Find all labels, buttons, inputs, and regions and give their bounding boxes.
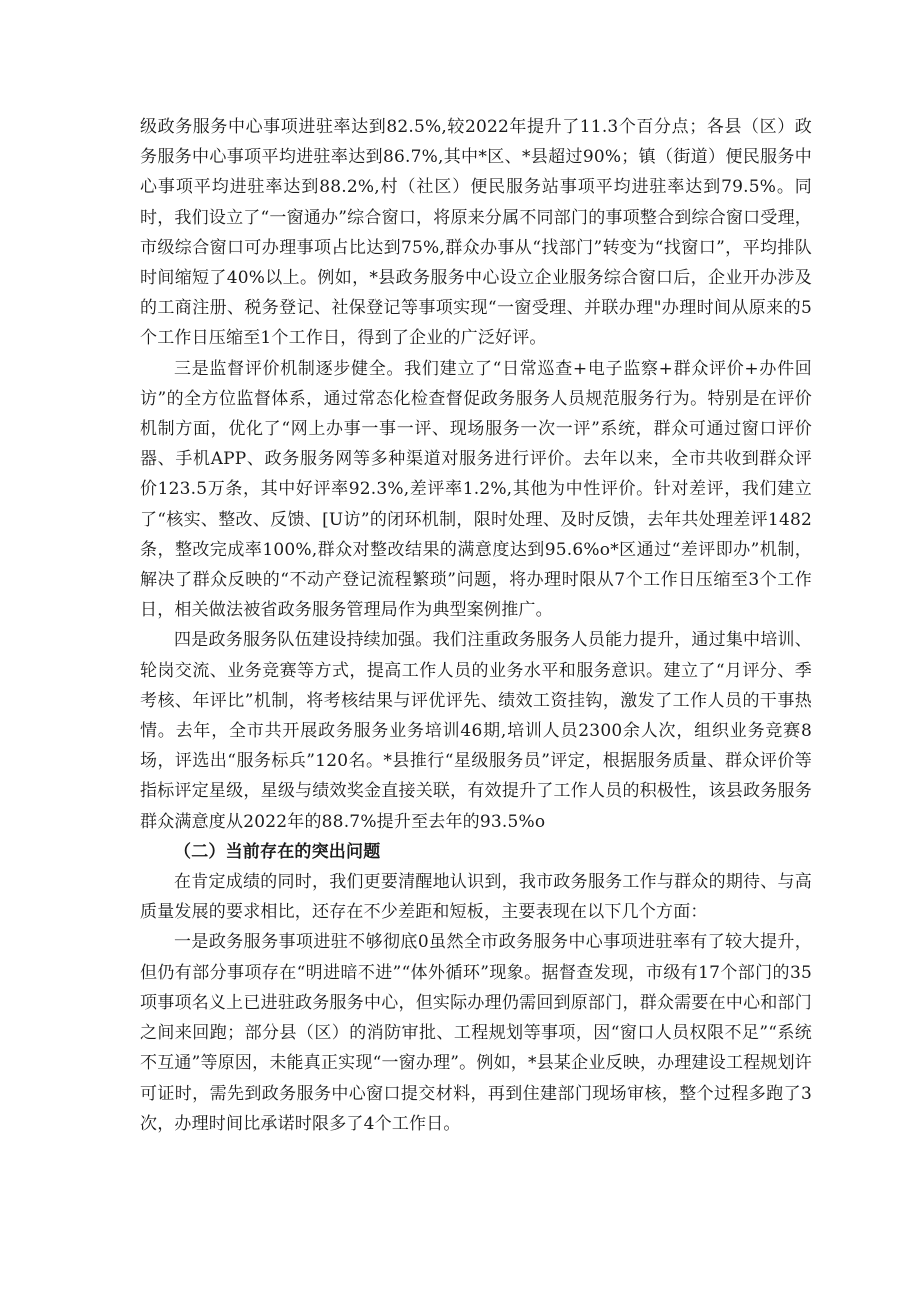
document-body [140,112,812,1139]
paragraph-continuation: 级政务服务中心事项进驻率达到82.5%,较2022年提升了11.3个百分点；各县（区）政务服务中心事项平均进驻率达到86.7%,其中*区、*县超过90%；镇（街道）便民服务中心事项平均进驻率达到88.2%,村（社区）便民服务站事项平均进驻率达到79.5%。同时，我们设立了“一窗通办”综合窗口，将原来分属不同部门的事项整合到综合窗口受理，市级综合窗口可办理事项占比达到75%,群众办事从“找部门”转变为“找窗口”，平均排队时间缩短了40%以上。例如，*县政务服务中心设立企业服务综合窗口后，企业开办涉及的工商注册、税务登记、社保登记等事项实现“一窗受理、并联办理"办理时间从原来的5个工作日压缩至1个工作日，得到了企业的广泛好评。 [140,117,812,349]
section-heading: （二）当前存在的突出问题 [174,841,381,862]
paragraph-supervision: 三是监督评价机制逐步健全。我们建立了“日常巡查+电子监察+群众评价+办件回访”的全方位监督体系，通过常态化检查督促政务服务人员规范服务行为。特别是在评价机制方面，优化了“网上办事一事一评、现场服务一次一评”系统，群众可通过窗口评价器、手机APP、政务服务网等多种渠道对服务进行评价。去年以来，全市共收到群众评价123.5万条，其中好评率92.3%,差评率1.2%,其他为中性评价。针对差评，我们建立了“核实、整改、反馈、[U访”的闭环机制，限时处理、及时反馈，去年共处理差评1482条，整改完成率100%,群众对整改结果的满意度达到95.6%o*区通过“差评即办”机制，解决了群众反映的“不动产登记流程繁琐”问题，将办理时限从7个工作日压缩至3个工作日，相关做法被省政务服务管理局作为典型案例推广。 [140,358,812,621]
paragraph-intro-problems: 在肯定成绩的同时，我们更要清醒地认识到，我市政务服务工作与群众的期待、与高质量发展的要求相比，还存在不少差距和短板，主要表现在以下几个方面： [140,872,812,923]
paragraph-problem-one: 一是政务服务事项进驻不够彻底0虽然全市政务服务中心事项进驻率有了较大提升，但仍有部分事项存在“明进暗不进”“体外循环”现象。据督查发现，市级有17个部门的35项事项名义上已进驻政务服务中心，但实际办理仍需回到原部门，群众需要在中心和部门之间来回跑；部分县（区）的消防审批、工程规划等事项，因“窗口人员权限不足”“系统不互通”等原因，未能真正实现“一窗办理”。例如，*县某企业反映，办理建设工程规划许可证时，需先到政务服务中心窗口提交材料，再到住建部门现场审核，整个过程多跑了3次，办理时间比承诺时限多了4个工作日。 [140,932,812,1134]
paragraph-staff: 四是政务服务队伍建设持续加强。我们注重政务服务人员能力提升，通过集中培训、轮岗交流、业务竞赛等方式，提高工作人员的业务水平和服务意识。建立了“月评分、季考核、年评比”机制，将考核结果与评优评先、绩效工资挂钩，激发了工作人员的干事热情。去年，全市共开展政务服务业务培训46期,培训人员2300余人次，组织业务竞赛8场，评选出“服务标兵”120名。*县推行“星级服务员”评定，根据服务质量、群众评价等指标评定星级，星级与绩效奖金直接关联，有效提升了工作人员的积极性，该县政务服务群众满意度从2022年的88.7%提升至去年的93.5%o [140,630,812,832]
